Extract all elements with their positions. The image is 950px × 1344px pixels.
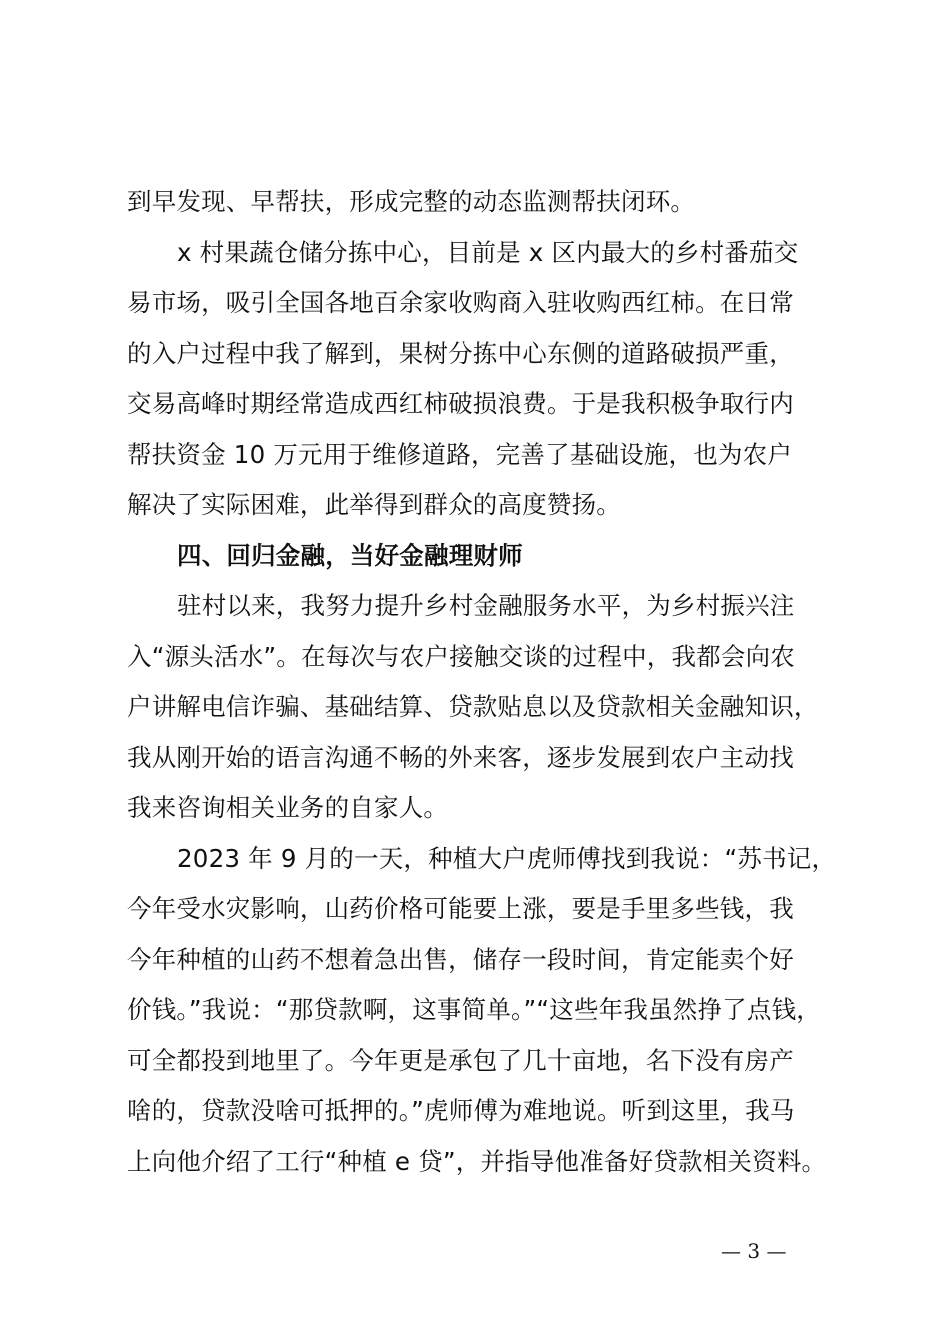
body-text bbox=[127, 177, 862, 1187]
text-line: 帮扶资金 10 万元用于维修道路，完善了基础设施，也为农户 bbox=[127, 439, 793, 469]
text-line: 我来咨询相关业务的自家人。 bbox=[127, 793, 449, 822]
paragraph-start-line: x 村果蔬仓储分拣中心，目前是 x 区内最大的乡村番茄交 bbox=[177, 237, 799, 267]
text-line: 解决了实际困难，此举得到群众的高度赞扬。 bbox=[127, 490, 621, 519]
text-line: 的入户过程中我了解到，果树分拣中心东侧的道路破损严重， bbox=[127, 338, 794, 368]
text-line: 今年种植的山药不想着急出售，储存一段时间，肯定能卖个好 bbox=[127, 944, 794, 974]
page-number: — 3 — bbox=[721, 1239, 787, 1263]
paragraph-start-line: 驻村以来，我努力提升乡村金融服务水平，为乡村振兴注 bbox=[177, 591, 795, 620]
text-line: 到早发现、早帮扶，形成完整的动态监测帮扶闭环。 bbox=[127, 187, 696, 216]
text-line: 价钱。”我说：“那贷款啊，这事简单。”“这些年我虽然挣了点钱， bbox=[127, 995, 821, 1024]
text-line: 我从刚开始的语言沟通不畅的外来客，逐步发展到农户主动找 bbox=[127, 742, 794, 772]
paragraph-start-line: 2023 年 9 月的一天，种植大户虎师傅找到我说：“苏书记， bbox=[177, 843, 837, 873]
text-line: 易市场，吸引全国各地百余家收购商入驻收购西红柿。在日常 bbox=[127, 288, 794, 317]
text-line: 今年受水灾影响，山药价格可能要上涨，要是手里多些钱，我 bbox=[127, 894, 794, 923]
text-line: 可全都投到地里了。今年更是承包了几十亩地，名下没有房产 bbox=[127, 1045, 794, 1075]
text-line: 交易高峰时期经常造成西红柿破损浪费。于是我积极争取行内 bbox=[127, 389, 794, 418]
section-heading: 四、回归金融，当好金融理财师 bbox=[177, 540, 523, 570]
text-line: 户讲解电信诈骗、基础结算、贷款贴息以及贷款相关金融知识， bbox=[127, 692, 819, 721]
text-line: 啥的，贷款没啥可抵押的。”虎师傅为难地说。听到这里，我马 bbox=[127, 1096, 795, 1125]
text-line: 入“源头活水”。在每次与农户接触交谈的过程中，我都会向农 bbox=[127, 641, 795, 671]
text-line: 上向他介绍了工行“种植 e 贷”，并指导他准备好贷款相关资料。 bbox=[127, 1146, 827, 1176]
